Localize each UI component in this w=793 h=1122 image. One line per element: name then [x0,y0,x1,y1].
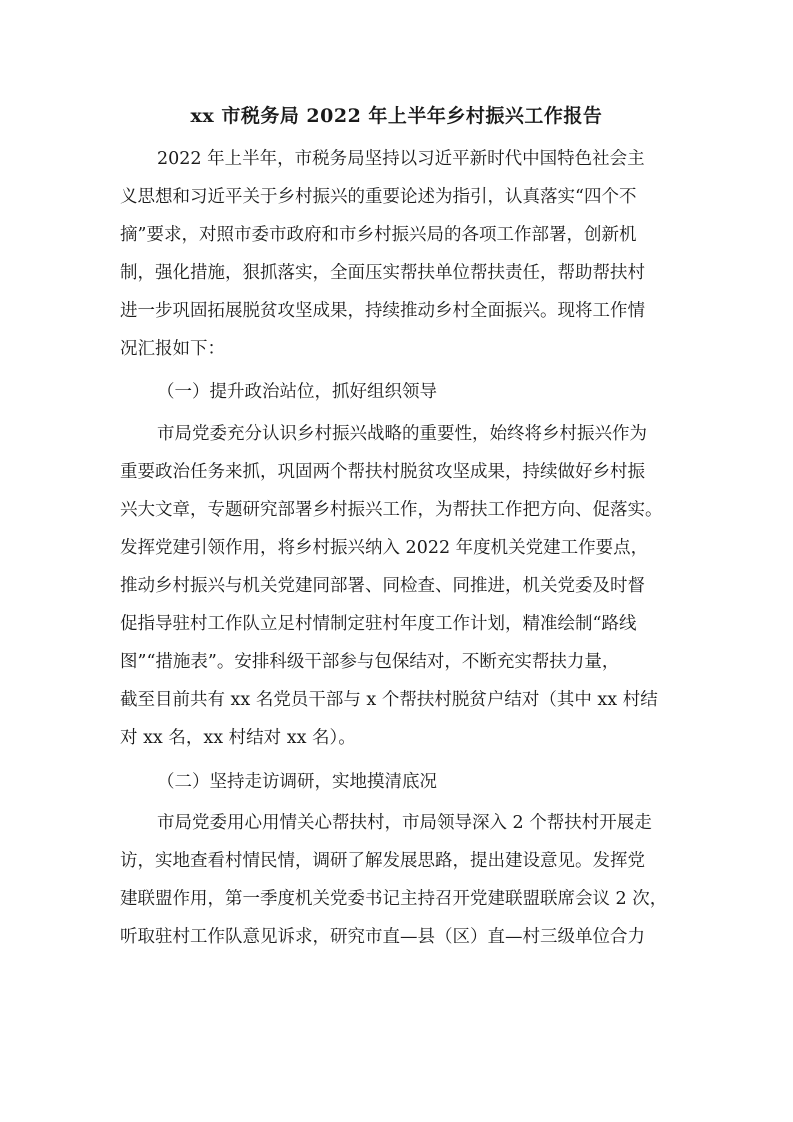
section-heading: （二）坚持走访调研，实地摸清底况 [157,772,437,792]
paragraph-line: 推动乡村振兴与机关党建同部署、同检查、同推进，机关党委及时督 [120,576,645,596]
paragraph-line: 兴大文章，专题研究部署乡村振兴工作，为帮扶工作把方向、促落实。 [120,500,663,520]
paragraph-line: 访，实地查看村情民情，调研了解发展思路，提出建设意见。发挥党 [120,851,645,871]
paragraph-line: 市局党委充分认识乡村振兴战略的重要性，始终将乡村振兴作为 [157,424,647,444]
paragraph-line: 义思想和习近平关于乡村振兴的重要论述为指引，认真落实“四个不 [120,187,637,207]
paragraph-line: 对 xx 名，xx 村结对 xx 名）。 [120,728,356,748]
paragraph-line: 促指导驻村工作队立足村情制定驻村年度工作计划，精准绘制“路线 [120,614,637,634]
paragraph-line: 图”“措施表”。安排科级干部参与包保结对，不断充实帮扶力量， [120,652,620,672]
paragraph-line: 况汇报如下： [120,339,225,359]
paragraph-line: 市局党委用心用情关心帮扶村，市局领导深入 2 个帮扶村开展走 [157,813,652,833]
paragraph-line: 2022 年上半年，市税务局坚持以习近平新时代中国特色社会主 [157,149,645,169]
paragraph-line: 截至目前共有 xx 名党员干部与 x 个帮扶村脱贫户结对（其中 xx 村结 [120,690,658,710]
paragraph-line: 听取驻村工作队意见诉求，研究市直—县（区）直—村三级单位合力 [120,927,645,947]
section-heading: （一）提升政治站位，抓好组织领导 [157,382,437,402]
document-title: xx 市税务局 2022 年上半年乡村振兴工作报告 [190,105,603,127]
paragraph-line: 重要政治任务来抓，巩固两个帮扶村脱贫攻坚成果，持续做好乡村振 [120,462,645,482]
paragraph-line: 制，强化措施，狠抓落实，全面压实帮扶单位帮扶责任，帮助帮扶村 [120,263,645,283]
paragraph-line: 建联盟作用，第一季度机关党委书记主持召开党建联盟联席会议 2 次， [120,889,668,909]
paragraph-line: 发挥党建引领作用，将乡村振兴纳入 2022 年度机关党建工作要点， [120,538,649,558]
paragraph-line: 进一步巩固拓展脱贫攻坚成果，持续推动乡村全面振兴。现将工作情 [120,301,645,321]
paragraph-line: 摘”要求，对照市委市政府和市乡村振兴局的各项工作部署，创新机 [120,225,637,245]
